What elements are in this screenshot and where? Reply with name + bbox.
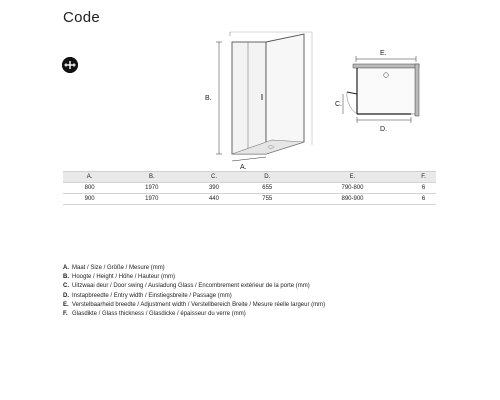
column-header-a: A. <box>63 172 116 183</box>
page-title: Code <box>63 9 101 26</box>
dimension-label-e: E. <box>380 50 387 57</box>
table-row <box>63 183 436 194</box>
dimension-label-c: C. <box>335 101 342 108</box>
legend-item <box>63 292 463 301</box>
table-cell: 890-900 <box>294 194 411 205</box>
table-row <box>63 194 436 205</box>
table-cell: 755 <box>241 194 294 205</box>
legend-letter: C. <box>63 283 69 290</box>
legend-text: Uitzwaai deur / Door swing / Ausladung Glass / Encombrement extérieur de la porte (mm) <box>72 283 310 290</box>
column-header-f: F. <box>411 172 436 183</box>
legend-item <box>63 273 463 282</box>
table-cell: 800 <box>63 183 116 194</box>
dimensions-table <box>63 171 436 205</box>
column-header-b: B. <box>116 172 187 183</box>
dimension-label-d: D. <box>380 126 387 133</box>
dimension-label-b: B. <box>205 95 212 102</box>
table-header-row <box>63 172 436 183</box>
legend-item <box>63 301 463 310</box>
table-cell: 6 <box>411 183 436 194</box>
column-header-d: D. <box>241 172 294 183</box>
legend-item <box>63 310 463 319</box>
table-cell: 1970 <box>116 194 187 205</box>
dimension-legend <box>63 264 463 319</box>
legend-letter: A. <box>63 265 69 271</box>
legend-letter: F. <box>63 310 68 317</box>
legend-text: Hoogte / Height / Höhe / Hauteur (mm) <box>72 274 176 281</box>
table-cell: 655 <box>241 183 294 194</box>
legend-text: Maat / Size / Größe / Mesure (mm) <box>72 265 165 271</box>
legend-text: Verstelbaarheid breedte / Adjustment width / Verstellbereich Breite / Mesure réelle largeur (mm) <box>72 301 326 308</box>
enclosure-front-diagram <box>200 30 325 170</box>
legend-text: Instapbreedte / Entry width / Einstiegsbreite / Passage (mm) <box>72 292 232 299</box>
table-cell: 440 <box>187 194 240 205</box>
legend-letter: E. <box>63 301 69 308</box>
dimension-label-a: A. <box>240 164 247 170</box>
column-header-e: E. <box>294 172 411 183</box>
table-cell: 390 <box>187 183 240 194</box>
table-cell: 790-800 <box>294 183 411 194</box>
legend-item <box>63 282 463 291</box>
crosshair-circle-icon <box>62 57 78 73</box>
table-cell: 1970 <box>116 183 187 194</box>
legend-text: Glasdikte / Glass thickness / Glasdicke / épaisseur du verre (mm) <box>72 310 246 317</box>
legend-letter: D. <box>63 292 69 299</box>
enclosure-plan-diagram <box>335 42 445 137</box>
table-cell: 6 <box>411 194 436 205</box>
legend-item <box>63 264 463 273</box>
legend-letter: B. <box>63 274 69 281</box>
column-header-c: C. <box>187 172 240 183</box>
table-cell: 900 <box>63 194 116 205</box>
